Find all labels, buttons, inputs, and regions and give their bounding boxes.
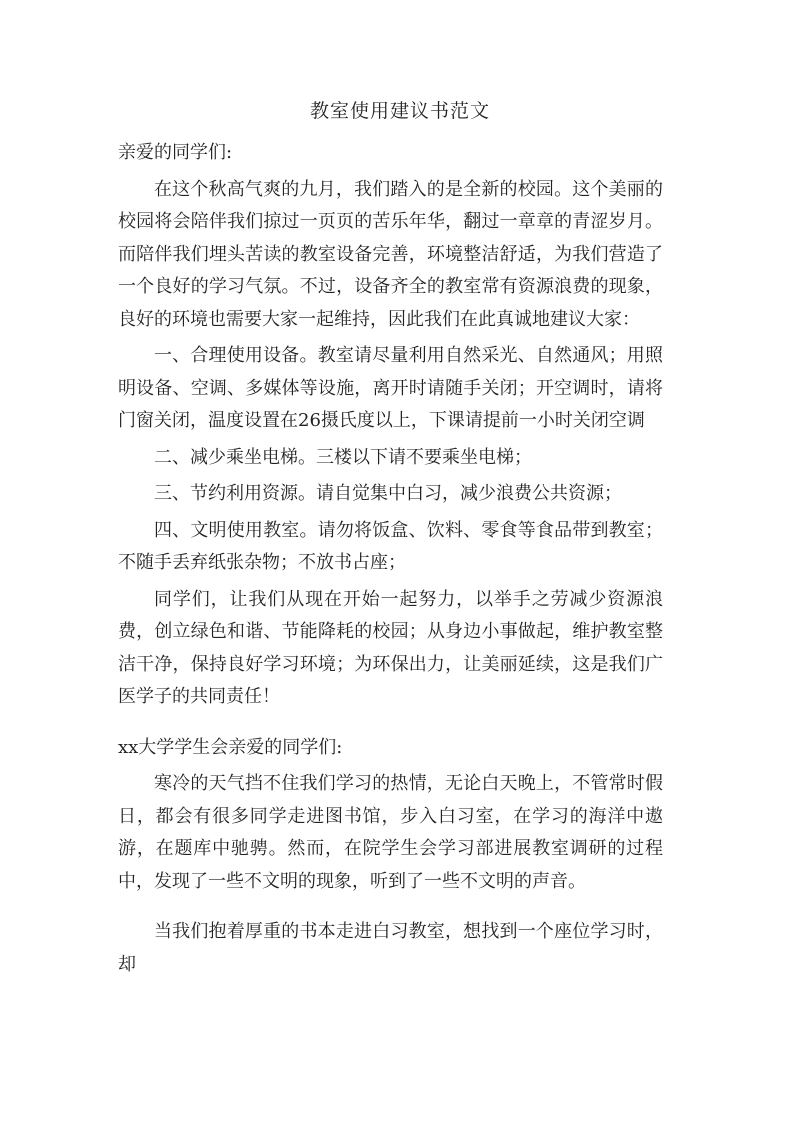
document-title: 教室使用建议书范文	[309, 100, 490, 122]
paragraph-second-continued: 当我们抱着厚重的书本走进白习教室，想找到一个座位学习时，却	[118, 921, 663, 975]
paragraph-second-intro: 寒冷的天气挡不住我们学习的热情，无论白天晚上，不管常时假日，都会有很多同学走进图书馆，步入白习室，在学习的海洋中遨游，在题库中驰骋。然而，在院学生会学习部进展教室调研的过程中，发现了一些不文明的现象，听到了一些不文明的声音。	[118, 773, 663, 892]
paragraph-item-3: 三、节约利用资源。请自觉集中白习，减少浪费公共资源；	[154, 483, 622, 504]
document-body	[118, 137, 663, 981]
paragraph-item-4: 四、文明使用教室。请勿将饭盒、饮料、零食等食品带到教室；不随手丢弃纸张杂物；不放书占座；	[118, 519, 663, 573]
paragraph-item-1: 一、合理使用设备。教室请尽量利用自然采光、自然通风；用照明设备、空调、多媒体等设施，离开时请随手关闭；开空调时，请将门窗关闭，温度设置在26摄氏度以上，下课请提前一小时关闭空调	[118, 345, 663, 431]
paragraph-closing: 同学们，让我们从现在开始一起努力，以举手之劳减少资源浪费，创立绿色和谐、节能降耗的校园；从身边小事做起，维护教室整洁干净，保持良好学习环境；为环保出力，让美丽延续，这是我们广医学子的共同责任！	[118, 588, 663, 707]
paragraph-intro: 在这个秋高气爽的九月，我们踏入的是全新的校园。这个美丽的校园将会陪伴我们掠过一页页的苦乐年华，翻过一章章的青涩岁月。而陪伴我们埋头苦读的教室设备完善，环境整洁舒适，为我们营造了一个良好的学习气氛。不过，设备齐全的教室常有资源浪费的现象，良好的环境也需要大家一起维持，因此我们在此真诚地建议大家：	[118, 178, 663, 330]
salutation-2: xx大学学生会亲爱的同学们:	[118, 736, 343, 758]
salutation-1: 亲爱的同学们:	[118, 142, 233, 163]
paragraph-item-2: 二、减少乘坐电梯。三楼以下请不要乘坐电梯；	[154, 446, 532, 468]
